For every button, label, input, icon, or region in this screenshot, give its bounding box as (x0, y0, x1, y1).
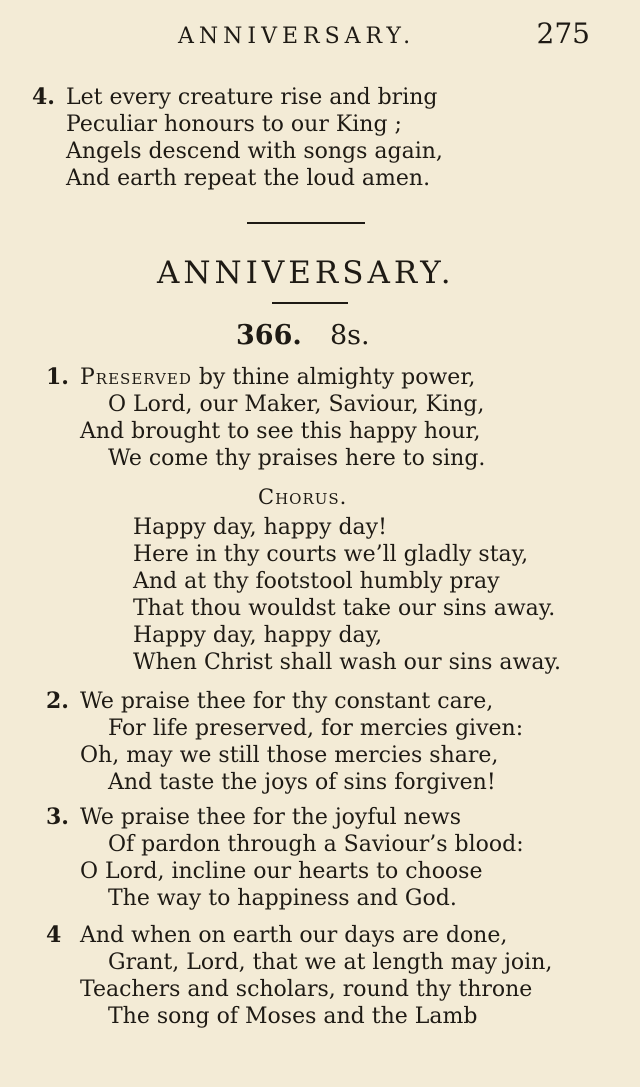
previous-stanza-4 (32, 84, 443, 192)
chorus-line: Happy day, happy day! (133, 515, 387, 540)
stanza-line: O Lord, incline our hearts to choose (80, 859, 483, 884)
hymn-number: 366. (236, 320, 302, 351)
stanza-3 (46, 804, 524, 912)
stanza-number: 3. (46, 804, 69, 830)
stanza-line (46, 364, 485, 391)
stanza-line: The way to happiness and God. (108, 886, 457, 911)
chorus-line: When Christ shall wash our sins away. (133, 650, 561, 675)
section-divider (247, 222, 365, 224)
chorus-line: Happy day, happy day, (133, 623, 383, 648)
stanza-line (46, 804, 524, 831)
stanza-line-text: And when on earth our days are done, (80, 923, 508, 948)
stanza-line: Peculiar honours to our King ; (66, 112, 402, 137)
stanza-line: Teachers and scholars, round thy throne (80, 977, 533, 1002)
stanza-line: And earth repeat the loud amen. (66, 166, 431, 191)
stanza-line: And brought to see this happy hour, (80, 419, 481, 444)
stanza-line-text: We praise thee for the joyful news (80, 805, 461, 830)
stanza-line: The song of Moses and the Lamb (108, 1004, 478, 1029)
chorus-heading: Chorus. (258, 485, 348, 509)
chorus (133, 514, 561, 676)
stanza-line: O Lord, our Maker, Saviour, King, (108, 392, 485, 417)
stanza-line: Angels descend with songs again, (66, 139, 443, 164)
stanza-line (46, 688, 523, 715)
stanza-number: 1. (46, 364, 69, 390)
chorus-line: That thou wouldst take our sins away. (133, 596, 556, 621)
stanza-line-text: by thine almighty power, (191, 365, 476, 390)
stanza-4 (46, 922, 553, 1030)
stanza-line: Grant, Lord, that we at length may join, (108, 950, 553, 975)
stanza-line (46, 922, 552, 949)
stanza-line: For life preserved, for mercies given: (108, 716, 524, 741)
stanza-line (32, 84, 443, 111)
stanza-1 (46, 364, 486, 472)
stanza-line-text: We praise thee for thy constant care, (80, 689, 494, 714)
stanza-line: We come thy praises here to sing. (108, 446, 486, 471)
running-head: ANNIVERSARY. (178, 24, 416, 49)
stanza-number: 2. (46, 688, 69, 714)
first-word: Preserved (80, 365, 192, 390)
stanza-line: Of pardon through a Saviour’s blood: (108, 832, 524, 857)
hymn-meter: 8s. (330, 320, 370, 351)
stanza-number: 4 (46, 922, 62, 948)
stanza-line: And taste the joys of sins forgiven! (108, 770, 496, 795)
stanza-2 (46, 688, 524, 796)
section-title: ANNIVERSARY. (157, 255, 455, 291)
chorus-line: And at thy footstool humbly pray (133, 569, 500, 594)
title-divider (272, 302, 348, 304)
stanza-line: Oh, may we still those mercies share, (80, 743, 499, 768)
stanza-number: 4. (32, 84, 55, 110)
stanza-line-text: Let every creature rise and bring (66, 85, 438, 110)
page-number: 275 (536, 17, 590, 50)
chorus-line: Here in thy courts we’ll gladly stay, (133, 542, 529, 567)
